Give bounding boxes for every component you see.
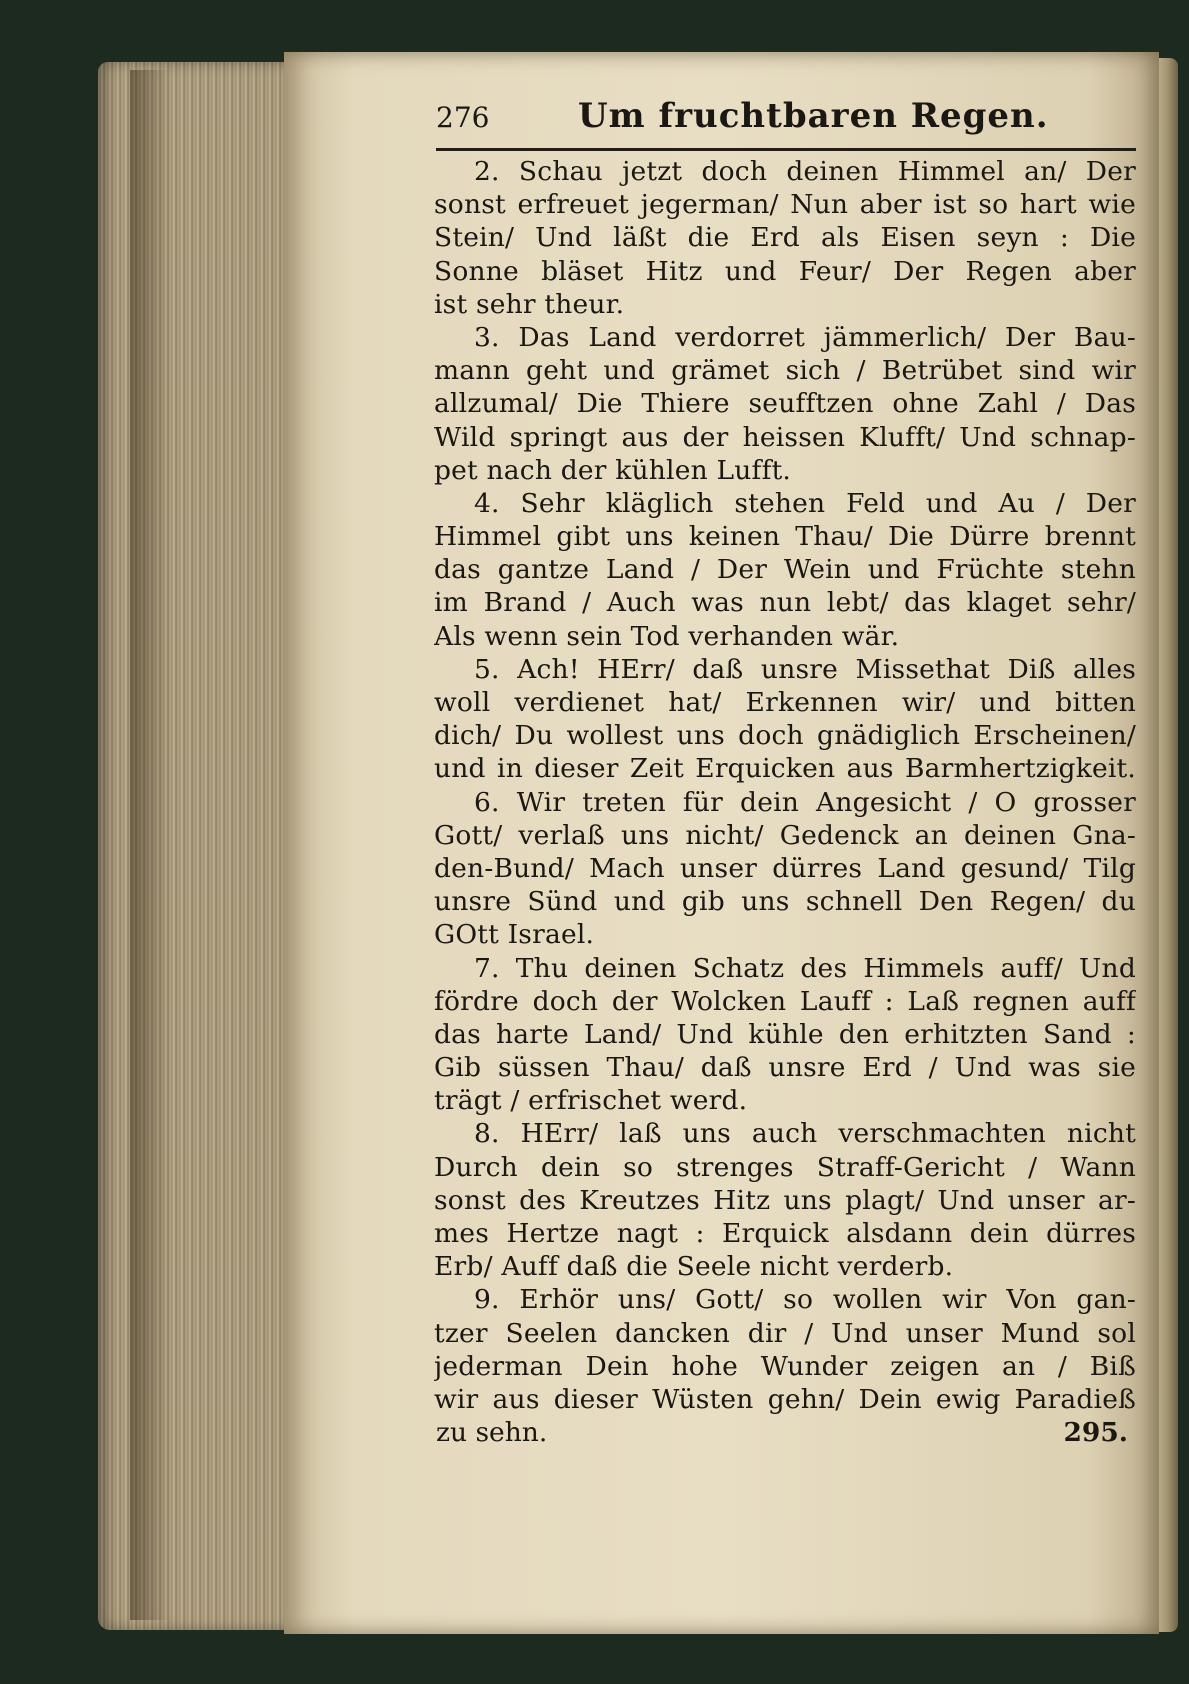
page-header bbox=[436, 96, 1136, 148]
final-line bbox=[436, 1416, 1136, 1449]
text-line: Gib süssen Thau/ daß unsre Erd / Und was sie bbox=[434, 1052, 1136, 1084]
text-line: 2. Schau jetzt doch deinen Himmel an/ Der bbox=[474, 156, 1136, 187]
text-line: pet nach der kühlen Lufft. bbox=[434, 454, 792, 486]
text-line: 9. Erhör uns/ Gott/ so wollen wir Von gan- bbox=[474, 1284, 1136, 1316]
text-line: Durch dein so strenges Straff-Gericht / Wann bbox=[434, 1151, 1136, 1183]
text-line: Himmel gibt uns keinen Thau/ Die Dürre brennt bbox=[434, 521, 1136, 553]
text-line: mes Hertze nagt : Erquick alsdann dein dürres bbox=[434, 1218, 1136, 1249]
text-line: ist sehr theur. bbox=[434, 288, 625, 320]
text-line: Sonne bläset Hitz und Feur/ Der Regen aber bbox=[434, 255, 1136, 287]
text-line: sonst des Kreutzes Hitz uns plagt/ Und unser ar- bbox=[434, 1184, 1136, 1216]
running-title: Um fruchtbaren Regen. bbox=[578, 96, 1049, 136]
text-line: Erb/ Auff daß die Seele nicht verderb. bbox=[434, 1251, 954, 1283]
text-line: im Brand / Auch was nun lebt/ das klaget sehr/ bbox=[434, 587, 1136, 619]
text-line: unsre Sünd und gib uns schnell Den Regen/ du bbox=[434, 886, 1136, 918]
text-line: fördre doch der Wolcken Lauff : Laß regnen auff bbox=[434, 985, 1136, 1017]
page-edge-shadow bbox=[130, 70, 170, 1620]
page-number: 276 bbox=[436, 101, 490, 134]
text-line: 8. HErr/ laß uns auch verschmachten nicht bbox=[474, 1118, 1136, 1150]
final-text-line: zu sehn. bbox=[436, 1417, 548, 1449]
text-line: Gott/ verlaß uns nicht/ Gedenck an deinen Gna- bbox=[434, 819, 1136, 851]
text-line: woll verdienet hat/ Erkennen wir/ und bitten bbox=[434, 687, 1136, 718]
text-line: 5. Ach! HErr/ daß unsre Missethat Diß alles bbox=[474, 653, 1136, 685]
text-line: trägt / erfrischet werd. bbox=[434, 1085, 748, 1117]
book-page-edges bbox=[98, 62, 288, 1630]
text-line: 3. Das Land verdorret jämmerlich/ Der Bau- bbox=[474, 321, 1136, 353]
text-line: 4. Sehr kläglich stehen Feld und Au / Der bbox=[474, 487, 1136, 519]
text-line: GOtt Israel. bbox=[434, 919, 595, 951]
text-line: den-Bund/ Mach unser dürres Land gesund/ Tilg bbox=[434, 852, 1136, 884]
text-line: allzumal/ Die Thiere seufftzen ohne Zahl / Das bbox=[434, 388, 1136, 420]
text-line: sonst erfreuet jegerman/ Nun aber ist so hart wie bbox=[434, 189, 1136, 221]
text-line: Stein/ Und läßt die Erd als Eisen seyn : Die bbox=[434, 222, 1136, 254]
text-line: mann geht und grämet sich / Betrübet sind wir bbox=[434, 355, 1136, 387]
text-line: wir aus dieser Wüsten gehn/ Dein ewig Paradieß bbox=[434, 1383, 1136, 1415]
text-line: das gantze Land / Der Wein und Früchte stehn bbox=[434, 554, 1136, 586]
text-line: und in dieser Zeit Erquicken aus Barmhertzigkeit. bbox=[434, 753, 1136, 785]
catchword: 295. bbox=[1063, 1417, 1128, 1449]
header-rule bbox=[436, 148, 1136, 151]
text-line: Als wenn sein Tod verhanden wär. bbox=[434, 620, 900, 652]
text-line: das harte Land/ Und kühle den erhitzten Sand : bbox=[434, 1018, 1136, 1050]
text-line: jederman Dein hohe Wunder zeigen an / Biß bbox=[434, 1350, 1136, 1382]
hymn-text bbox=[434, 155, 1136, 1416]
text-line: 6. Wir treten für dein Angesicht / O grosser bbox=[474, 786, 1136, 818]
text-line: dich/ Du wollest uns doch gnädiglich Erscheinen/ bbox=[434, 720, 1136, 752]
page-content bbox=[436, 96, 1136, 1449]
text-line: Wild springt aus der heissen Klufft/ Und schnap- bbox=[434, 421, 1136, 453]
text-line: tzer Seelen dancken dir / Und unser Mund sol bbox=[434, 1317, 1136, 1349]
text-line: 7. Thu deinen Schatz des Himmels auff/ Und bbox=[474, 952, 1136, 984]
